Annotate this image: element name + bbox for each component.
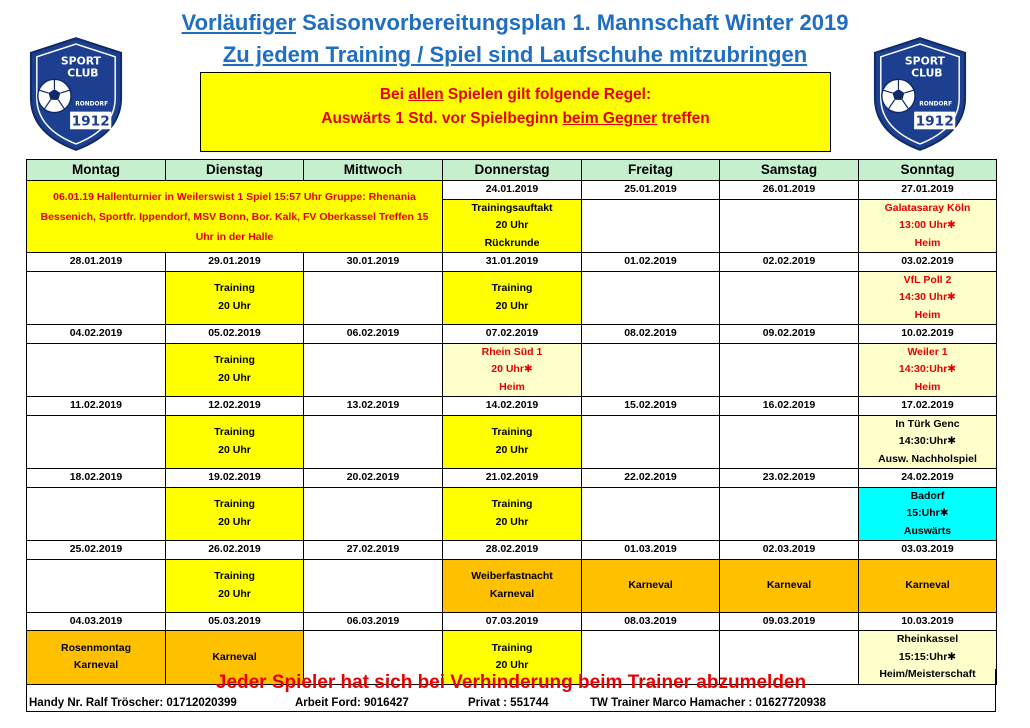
event-cell — [443, 199, 582, 253]
date-row — [27, 181, 997, 200]
contact-bar — [26, 696, 996, 712]
date-cell: 05.03.2019 — [166, 612, 304, 631]
contact-tw-trainer: TW Trainer Marco Hamacher : 01627720938 — [590, 697, 826, 709]
event-line: Auswärts — [903, 524, 952, 537]
event-row — [27, 559, 997, 612]
date-row — [27, 612, 997, 631]
karneval-cell — [443, 559, 582, 612]
logo-sport-text: SPORT — [60, 54, 101, 68]
date-cell: 25.02.2019 — [27, 541, 166, 560]
event-line: Heim — [914, 380, 941, 393]
training-cell — [166, 271, 304, 325]
event-line: Training — [214, 426, 255, 439]
date-cell: 07.02.2019 — [443, 325, 582, 344]
date-cell: 03.03.2019 — [859, 541, 997, 560]
date-cell: 03.02.2019 — [859, 253, 997, 272]
weekday-header: Mittwoch — [304, 160, 443, 181]
weekday-header: Sonntag — [859, 160, 997, 181]
logo-club-text: CLUB — [67, 66, 99, 80]
event-cell — [720, 199, 859, 253]
event-line: Training — [491, 641, 533, 654]
event-line: Weiberfastnacht — [471, 570, 553, 582]
date-cell: 30.01.2019 — [304, 253, 443, 272]
event-line: Rhein Süd 1 — [481, 345, 543, 358]
event-line: 13:00 Uhr✱ — [899, 219, 956, 231]
schedule-table — [26, 159, 997, 685]
karneval-cell: Karneval — [859, 559, 997, 612]
date-cell: 28.02.2019 — [443, 541, 582, 560]
absence-warning: Jeder Spieler hat sich bei Verhinderung beim Trainer abzumelden — [26, 669, 996, 696]
date-cell: 28.01.2019 — [27, 253, 166, 272]
event-row — [27, 487, 997, 541]
training-cell — [443, 271, 582, 325]
event-line: Galatasaray Köln — [884, 201, 971, 214]
event-line: 14:30 Uhr✱ — [899, 291, 956, 303]
date-cell: 26.02.2019 — [166, 541, 304, 560]
logo-year-text: 1912 — [71, 113, 110, 130]
event-line: Training — [214, 354, 255, 367]
match-cell — [859, 415, 997, 469]
event-line: 20 Uhr — [218, 371, 251, 384]
event-line: Heim/Meisterschaft — [879, 668, 976, 680]
rule-line-1-underlined: allen — [408, 86, 444, 103]
date-cell: 12.02.2019 — [166, 397, 304, 416]
event-line: Training — [214, 570, 255, 582]
event-line: Heim — [499, 380, 525, 393]
date-cell: 23.02.2019 — [720, 469, 859, 488]
page-subtitle: Zu jedem Training / Spiel sind Laufschuhe mitzubringen — [222, 42, 808, 67]
event-cell — [720, 343, 859, 397]
event-cell — [304, 487, 443, 541]
rule-line-1 — [201, 83, 830, 107]
event-row — [27, 343, 997, 397]
date-cell: 04.03.2019 — [27, 612, 166, 631]
date-cell: 15.02.2019 — [582, 397, 720, 416]
event-line: VfL Poll 2 — [903, 273, 952, 286]
karneval-cell: Karneval — [166, 631, 304, 685]
date-cell: 05.02.2019 — [166, 325, 304, 344]
rule-line-1-suffix: Spielen gilt folgende Regel: — [443, 86, 652, 103]
training-cell — [443, 487, 582, 541]
event-line: Training — [491, 426, 533, 439]
weekday-header: Donnerstag — [443, 160, 582, 181]
training-cell — [443, 415, 582, 469]
event-line: 15:Uhr✱ — [906, 507, 949, 519]
date-cell: 21.02.2019 — [443, 469, 582, 488]
date-row — [27, 469, 997, 488]
event-line: 20 Uhr — [218, 587, 251, 600]
date-cell: 02.02.2019 — [720, 253, 859, 272]
event-line: Training — [491, 498, 533, 511]
event-line: In Türk Genc — [895, 417, 960, 430]
rule-box — [200, 72, 831, 152]
title-rest: Saisonvorbereitungsplan 1. Mannschaft Winter 2019 — [296, 10, 849, 35]
event-line: 14:30:Uhr✱ — [898, 363, 957, 375]
weekday-header: Montag — [27, 160, 166, 181]
logo-town-text: RONDORF — [75, 101, 109, 108]
date-cell: 01.02.2019 — [582, 253, 720, 272]
match-cell — [859, 199, 997, 253]
event-line: Karneval — [73, 659, 119, 672]
event-cell — [582, 415, 720, 469]
event-cell — [27, 559, 166, 612]
match-cell — [443, 343, 582, 397]
karneval-cell: Karneval — [720, 559, 859, 612]
event-cell — [304, 559, 443, 612]
event-cell — [720, 271, 859, 325]
date-row — [27, 253, 997, 272]
contact-privat: Privat : 551744 — [468, 697, 549, 709]
event-cell — [304, 415, 443, 469]
date-cell: 16.02.2019 — [720, 397, 859, 416]
date-cell: 07.03.2019 — [443, 612, 582, 631]
event-line: 20 Uhr — [495, 299, 529, 312]
page-title — [155, 8, 875, 38]
date-cell: 04.02.2019 — [27, 325, 166, 344]
logo-club-text: CLUB — [911, 66, 943, 80]
date-cell: 22.02.2019 — [582, 469, 720, 488]
date-row — [27, 397, 997, 416]
contact-handy: Handy Nr. Ralf Tröscher: 01712020399 — [29, 697, 237, 709]
event-line: Rückrunde — [484, 236, 540, 249]
date-cell: 08.02.2019 — [582, 325, 720, 344]
date-cell: 19.02.2019 — [166, 469, 304, 488]
date-cell: 09.03.2019 — [720, 612, 859, 631]
match-cell — [859, 487, 997, 541]
event-cell — [582, 487, 720, 541]
match-cell — [859, 343, 997, 397]
date-cell: 10.02.2019 — [859, 325, 997, 344]
event-line: 20 Uhr — [218, 515, 251, 528]
logo-sport-text: SPORT — [904, 54, 945, 68]
date-cell: 18.02.2019 — [27, 469, 166, 488]
training-cell — [166, 343, 304, 397]
date-cell: 24.02.2019 — [859, 469, 997, 488]
event-row — [27, 415, 997, 469]
event-line: 14:30:Uhr✱ — [898, 435, 957, 447]
date-cell: 24.01.2019 — [443, 181, 582, 200]
date-cell: 31.01.2019 — [443, 253, 582, 272]
training-cell — [166, 559, 304, 612]
date-row — [27, 325, 997, 344]
hallenturnier-note: 06.01.19 Hallenturnier in Weilerswist 1 Spiel 15:57 Uhr Gruppe: Rhenania Bessenich, Sportfr. Ippendorf, MSV Bonn, Bor. Kalk, FV Oberkassel Treffen 15 Uhr in der Halle — [27, 181, 443, 253]
date-cell: 25.01.2019 — [582, 181, 720, 200]
event-line: Rosenmontag — [60, 641, 131, 654]
club-logo-right — [871, 35, 969, 153]
date-cell: 08.03.2019 — [582, 612, 720, 631]
logo-year-text: 1912 — [915, 113, 954, 130]
date-cell: 20.02.2019 — [304, 469, 443, 488]
rule-line-2-prefix: Auswärts 1 Std. vor Spielbeginn — [321, 110, 563, 127]
event-cell — [582, 343, 720, 397]
event-line: 15:15:Uhr✱ — [898, 650, 957, 663]
date-cell: 06.03.2019 — [304, 612, 443, 631]
rule-line-2-suffix: treffen — [657, 110, 710, 127]
event-line: Badorf — [910, 489, 945, 502]
event-row — [27, 271, 997, 325]
training-cell — [166, 487, 304, 541]
club-logo-left — [27, 35, 125, 153]
event-line: Trainingsauftakt — [471, 201, 553, 214]
event-line: 20 Uhr — [218, 299, 251, 312]
event-cell — [27, 271, 166, 325]
weekday-header: Freitag — [582, 160, 720, 181]
event-line: Training — [214, 282, 255, 295]
event-line: Heim — [914, 236, 941, 249]
weekday-header: Samstag — [720, 160, 859, 181]
event-cell — [720, 415, 859, 469]
contact-arbeit: Arbeit Ford: 9016427 — [295, 697, 409, 709]
event-line: Training — [214, 498, 255, 511]
date-cell: 01.03.2019 — [582, 541, 720, 560]
event-cell — [27, 343, 166, 397]
date-cell: 17.02.2019 — [859, 397, 997, 416]
event-line: Weiler 1 — [907, 345, 948, 358]
date-cell: 26.01.2019 — [720, 181, 859, 200]
date-row — [27, 541, 997, 560]
event-line: Karneval — [489, 587, 535, 600]
event-line: 20 Uhr — [218, 443, 251, 456]
date-cell: 13.02.2019 — [304, 397, 443, 416]
title-prefix: Vorläufiger — [181, 10, 297, 35]
date-cell: 14.02.2019 — [443, 397, 582, 416]
rule-line-1-prefix: Bei — [379, 86, 409, 103]
weekday-header: Dienstag — [166, 160, 304, 181]
logo-town-text: RONDORF — [919, 101, 953, 108]
event-line: 20 Uhr✱ — [491, 363, 533, 375]
event-cell — [304, 271, 443, 325]
training-cell — [166, 415, 304, 469]
date-cell: 02.03.2019 — [720, 541, 859, 560]
event-line: 20 Uhr — [495, 659, 529, 672]
weekday-header-row — [27, 160, 997, 181]
karneval-cell: Karneval — [582, 559, 720, 612]
event-line: Heim — [914, 308, 941, 321]
event-cell — [27, 415, 166, 469]
event-cell — [27, 487, 166, 541]
event-cell — [582, 271, 720, 325]
date-cell: 09.02.2019 — [720, 325, 859, 344]
event-line: Ausw. Nachholspiel — [878, 452, 977, 465]
event-line: 20 Uhr — [495, 515, 529, 528]
event-cell — [582, 199, 720, 253]
date-cell: 10.03.2019 — [859, 612, 997, 631]
date-cell: 06.02.2019 — [304, 325, 443, 344]
rule-line-2 — [201, 107, 830, 131]
match-cell — [859, 271, 997, 325]
rule-line-2-underlined: beim Gegner — [562, 110, 658, 127]
event-cell — [304, 343, 443, 397]
event-cell — [720, 487, 859, 541]
date-cell: 11.02.2019 — [27, 397, 166, 416]
event-line: 20 Uhr — [495, 443, 529, 456]
date-cell: 29.01.2019 — [166, 253, 304, 272]
date-cell: 27.01.2019 — [859, 181, 997, 200]
date-cell: 27.02.2019 — [304, 541, 443, 560]
event-line: Rheinkassel — [896, 633, 959, 645]
event-line: 20 Uhr — [495, 219, 529, 231]
event-line: Training — [491, 282, 533, 295]
